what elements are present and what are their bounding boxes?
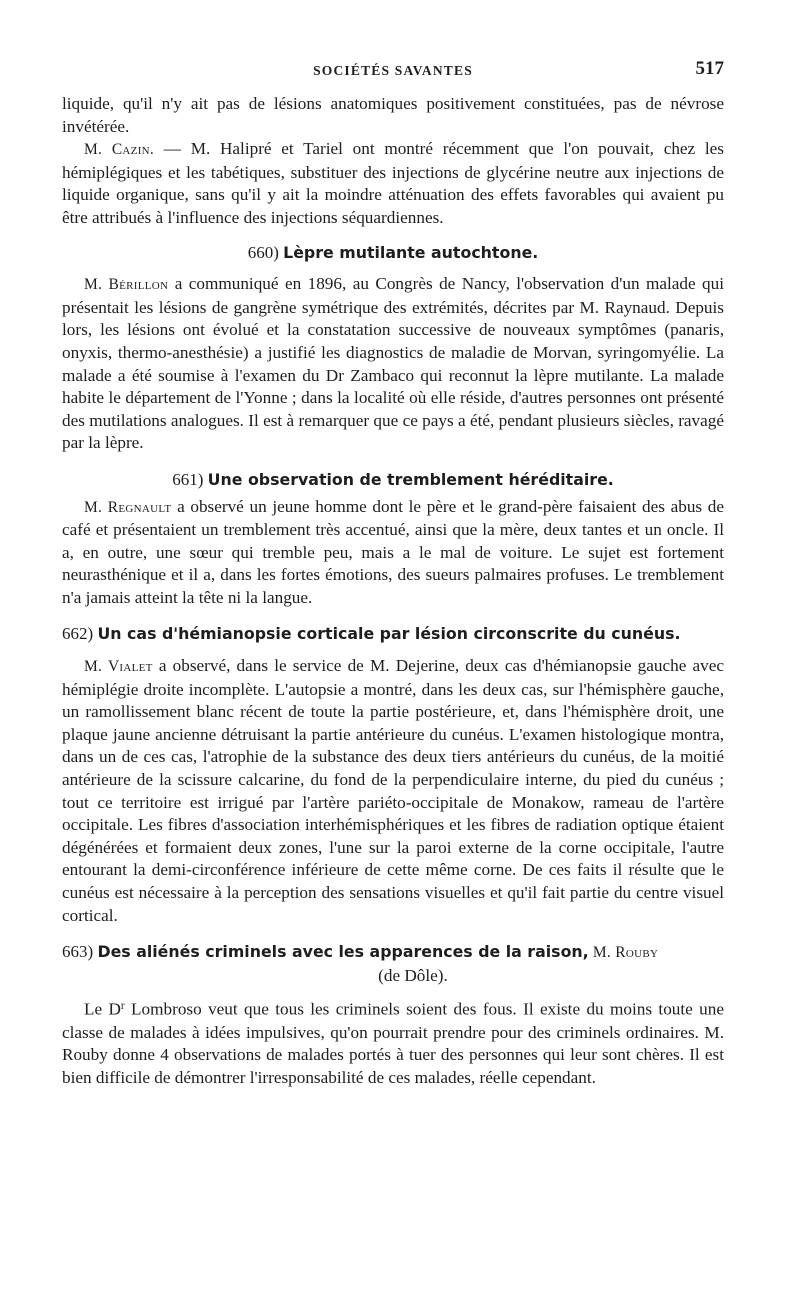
- section-heading-661: [62, 469, 724, 492]
- section-heading-662: [62, 623, 724, 646]
- paragraph-text: Lombroso veut que tous les criminels soient des fous. Il existe du moins toute une classe de malades à idées impulsives, qu'on pourrait prendre pour des criminels ordinaires. M. Rouby donne 4 observations de malades portés à tuer des personnes qui leur sont chères. Il est bien difficile de démontrer l'irresponsabilité de ces malades, réelle cependant.: [62, 999, 724, 1087]
- speaker-name: M. Regnault: [84, 498, 172, 516]
- section-heading-663: [62, 941, 724, 987]
- intro-paragraph: liquide, qu'il n'y ait pas de lésions anatomiques positivement constituées, pas de névrose invétérée.: [62, 94, 724, 136]
- paragraph-text: a observé, dans le service de M. Dejerine, deux cas d'hémianopsie gauche avec hémiplégie droite incomplète. L'autopsie a montré, dans les deux cas, sur l'hémisphère gauche, un ramollissement blanc récent de toute la partie postérieure, et, dans l'hémisphère droit, une plaque jaune ancienne détruisant la partie antérieure du cunéus. L'examen histologique montra, dans un de ces cas, l'atrophie de la substance des deux tiers antérieurs du cunéus, de la moitié antérieure de la scissure calcarine, du fond de la perpendiculaire interne, du pied du cunéus ; tout ce territoire est irrigué par l'artère pariéto-occipitale de Monakow, rameau de l'artère occipitale. Les fibres d'association interhémisphériques et les fibres de radiation optique étaient dégénérées et formaient deux zones, l'une sur la paroi externe de la corne occipitale, l'autre entourant la demi-circonférence inférieure de cette même corne. De ces faits il résulte que le cunéus est nécessaire à la perception des sensations visuelles et qu'il fait partie du centre visuel cortical.: [62, 656, 724, 925]
- paragraph-lead: Le D: [84, 999, 121, 1019]
- speaker-name: M. Bérillon: [84, 276, 169, 294]
- paragraph-text: a communiqué en 1896, au Congrès de Nancy, l'observation d'un malade qui présentait les lésions de gangrène symétrique des extrémités, décrites par M. Raynaud. Depuis lors, les lésions ont évolué et la constatation successive de nouveaux symptômes (panaris, onyxis, thermo-anesthésie) a justifié les diagnostics de maladie de Morvan, syringomyélie. La malade a été soumise à l'examen du Dr Zambaco qui reconnut la lèpre mutilante. La malade habite le département de l'Yonne ; dans la localité où elle réside, d'autres personnes ont présenté des mutilations analogues. Il est à remarquer que ce pays a été, pendant plusieurs siècles, ravagé par la lèpre.: [62, 274, 725, 453]
- section-number: 662): [62, 624, 94, 644]
- section-paragraph-662: [62, 655, 724, 927]
- section-title: Un cas d'hémianopsie corticale par lésion circonscrite du cunéus.: [97, 624, 681, 644]
- section-heading-660: [62, 242, 724, 265]
- section-paragraph-660: [62, 273, 724, 455]
- section-number: 660): [247, 242, 279, 262]
- section-title: Une observation de tremblement héréditaire.: [207, 469, 614, 489]
- section-byline: (de Dôle).: [378, 965, 448, 985]
- speaker-name: M. Vialet: [84, 658, 153, 676]
- cazin-paragraph: [62, 138, 724, 229]
- section-title: Des aliénés criminels avec les apparences de la raison,: [97, 942, 589, 962]
- paragraph-text: a observé un jeune homme dont le père et le grand-père faisaient des abus de café et présentaient un tremblement très accentué, ainsi que la mère, deux tantes et un oncle. Il a, en outre, une sœur qui tremble peu, mais a le mal de voiture. Le sujet est fortement neurasthénique et il a, dans les fortes émotions, des sueurs palmaires profuses. Le tremblement n'a jamais atteint la tête ni la langue.: [62, 496, 725, 607]
- section-title: Lèpre mutilante autochtone.: [283, 242, 539, 262]
- speaker-name: M. Cazin.: [84, 141, 155, 159]
- section-paragraph-663: [62, 995, 724, 1089]
- section-number: 663): [62, 942, 94, 962]
- page-number: 517: [695, 58, 724, 79]
- superscript: r: [120, 1000, 125, 1013]
- section-author: M. Rouby: [588, 944, 659, 962]
- page-header: [62, 58, 724, 84]
- running-head: SOCIÉTÉS SAVANTES: [313, 63, 473, 78]
- page-body: [62, 93, 724, 1089]
- section-number: 661): [172, 469, 204, 489]
- section-paragraph-661: [62, 496, 724, 610]
- paragraph-text: — M. Halipré et Tariel ont montré récemment que l'on pouvait, chez les hémiplégiques et les tabétiques, substituer des injections de glycérine neutre aux injections de liquide organique, sans qu'il y ait la moindre atténuation des effets favorables qui avaient pu être attribués à l'influence des injections séquardiennes.: [62, 139, 724, 227]
